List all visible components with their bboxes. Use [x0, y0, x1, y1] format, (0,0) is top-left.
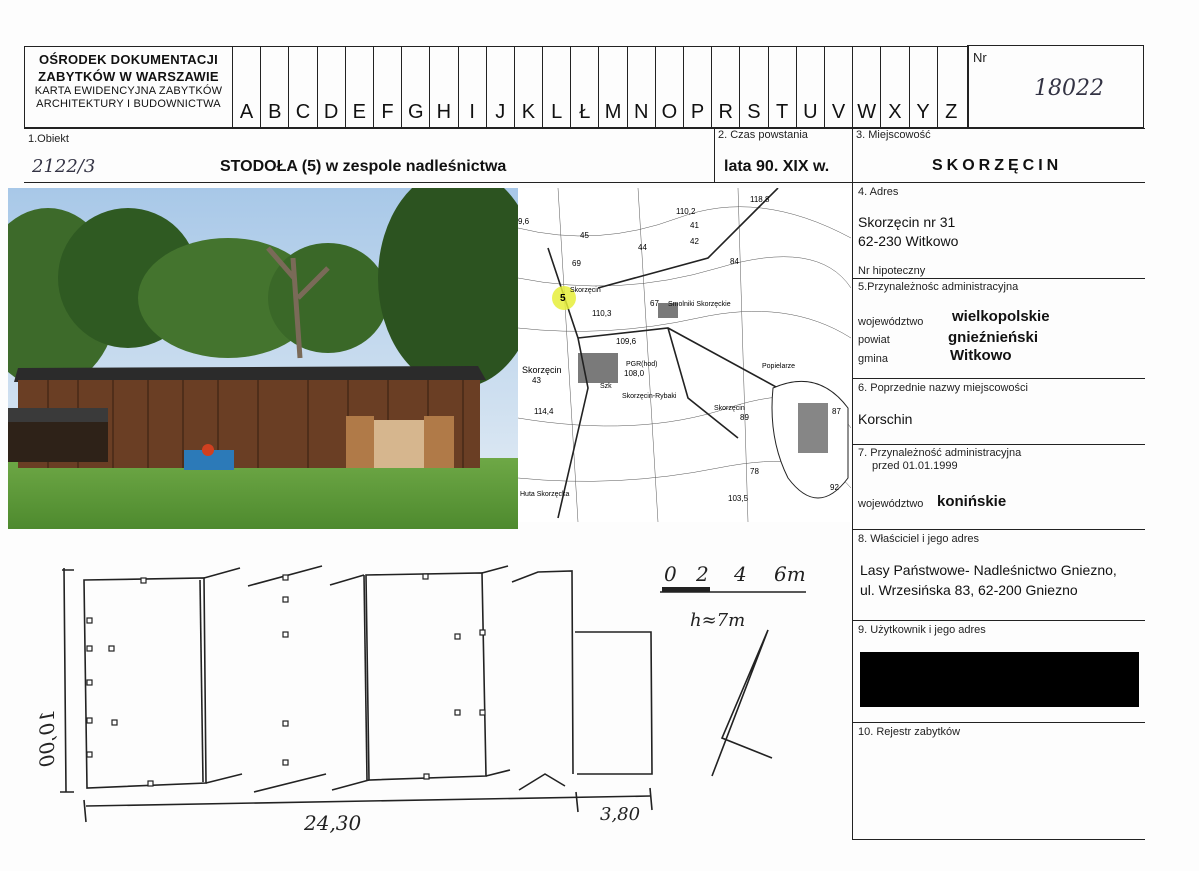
institution-line2: ZABYTKÓW W WARSZAWIE [38, 69, 219, 84]
wojewodztwo-label: województwo [858, 316, 924, 328]
letter-cell: J [486, 46, 514, 128]
letter-cell: R [711, 46, 739, 128]
letter-cell: U [796, 46, 824, 128]
czas-label: 2. Czas powstania [718, 129, 808, 141]
miejscowosc-value: SKORZĘCIN [932, 157, 1063, 174]
letter-cell: M [598, 46, 626, 128]
letter-cell: P [683, 46, 711, 128]
scale-4: 4 [734, 562, 747, 586]
poprzednie-value: Korschin [858, 411, 913, 427]
letter-cell: A [232, 46, 260, 128]
map-elev-17: 89 [740, 413, 749, 422]
map-label-popielarze: Popielarze [762, 363, 796, 370]
powiat-label: powiat [858, 334, 890, 346]
letter-cell: T [768, 46, 796, 128]
letter-cell: I [458, 46, 486, 128]
letter-cell: E [345, 46, 373, 128]
institution-line3: KARTA EWIDENCYJNA ZABYTKÓW [34, 85, 223, 97]
map-elev-14: 69 [572, 259, 581, 268]
letter-index [232, 46, 965, 128]
nr-value: 18022 [1034, 76, 1104, 101]
map-elev-15: 84 [730, 257, 739, 266]
map-elev-19: 87 [832, 407, 841, 416]
adres-line1: Skorzęcin nr 31 [858, 214, 956, 230]
letter-cell: O [655, 46, 683, 128]
height-note: h≈7m [690, 610, 746, 631]
rejestr-label: 10. Rejestr zabytków [858, 726, 961, 738]
letter-cell: F [373, 46, 401, 128]
nr-box [967, 45, 1144, 128]
map-elev-9: 42 [690, 237, 699, 246]
map-elev-6: 108,0 [624, 369, 645, 378]
adres-line2: 62-230 Witkowo [858, 233, 959, 249]
przed1999-label2: przed 01.01.1999 [872, 460, 958, 472]
dim-width: 24,30 [304, 811, 362, 835]
letter-cell: D [317, 46, 345, 128]
letter-cell: X [880, 46, 908, 128]
hipoteczny-label: Nr hipoteczny [858, 265, 926, 277]
map-label-szk: Szk [600, 383, 612, 390]
wlasciciel-label: 8. Właściciel i jego adres [858, 533, 980, 545]
map-elev-20: 9,6 [518, 217, 530, 226]
map-elev-12: 44 [638, 243, 647, 252]
nr-label: Nr [973, 50, 987, 65]
scale-6m: 6m [774, 562, 806, 586]
map-elev-5: 114,4 [534, 407, 554, 416]
map-elev-3: 103,5 [728, 494, 749, 503]
przed1999-wojewodztwo-value: konińskie [937, 493, 1007, 510]
letter-cell: Ł [570, 46, 598, 128]
letter-cell: G [401, 46, 429, 128]
location-map [518, 188, 851, 522]
floor-plan-sketch [0, 530, 852, 850]
scale-2: 2 [696, 562, 709, 586]
map-elev-7: 110,3 [592, 309, 612, 318]
obiekt-label: 1.Obiekt [28, 133, 69, 145]
map-label-skorzecin-top: Skorzęcin [570, 287, 601, 294]
dim-depth: 10,00 [35, 710, 59, 768]
map-label-smolniki: Smolniki Skorzęckie [668, 301, 731, 308]
letter-cell: V [824, 46, 852, 128]
dim-extra: 3,80 [600, 804, 641, 825]
map-label-skorzecin: Skorzęcin [522, 365, 562, 375]
map-elev-11: 45 [580, 231, 589, 240]
letter-cell: B [260, 46, 288, 128]
map-elev-4: 109,6 [616, 337, 637, 346]
miejscowosc-label: 3. Miejscowość [856, 129, 931, 141]
map-label-e8: 43 [532, 376, 541, 385]
map-elev-13: 67 [650, 299, 659, 308]
czas-value: lata 90. XIX w. [724, 158, 830, 175]
obiekt-value: STODOŁA (5) w zespole nadleśnictwa [220, 158, 507, 175]
wlasciciel-line2: ul. Wrzesińska 83, 62-200 Gniezno [860, 582, 1078, 598]
barn-photo [8, 188, 518, 529]
letter-cell: L [542, 46, 570, 128]
map-elev-16: 78 [750, 467, 759, 476]
letter-cell: W [852, 46, 880, 128]
institution-line4: ARCHITEKTURY I BUDOWNICTWA [36, 98, 221, 110]
map-label-huta: Huta Skorzęcka [520, 491, 570, 498]
przed1999-label1: 7. Przynależność administracyjna [858, 447, 1022, 459]
map-label-skorzecin-right: Skorzęcin [714, 405, 745, 412]
institution-line1: OŚRODEK DOKUMENTACJI [38, 52, 219, 67]
obiekt-code: 2122/3 [32, 156, 96, 177]
poprzednie-label: 6. Poprzednie nazwy miejscowości [858, 382, 1028, 394]
map-marker: 5 [560, 293, 566, 304]
letter-cell: Z [937, 46, 965, 128]
letter-cell: S [739, 46, 767, 128]
map-label-pgr: PGR(hod) [626, 361, 658, 368]
gmina-label: gmina [858, 353, 888, 365]
uzytkownik-label: 9. Użytkownik i jego adres [858, 624, 986, 636]
scale-0: 0 [664, 562, 677, 586]
map-elev-10: 41 [690, 221, 699, 230]
map-label-rybaki: Skorzęcin-Rybaki [622, 393, 677, 400]
letter-cell: Y [909, 46, 937, 128]
przynaleznosc-label: 5.Przynależnośc administracyjna [858, 281, 1019, 293]
gmina-value: Witkowo [950, 347, 1012, 364]
przed1999-wojewodztwo-label: województwo [858, 498, 924, 510]
institution-block [25, 48, 232, 111]
letter-cell: K [514, 46, 542, 128]
powiat-value: gnieźnieński [948, 329, 1039, 346]
letter-cell: H [429, 46, 457, 128]
wojewodztwo-value: wielkopolskie [952, 308, 1050, 325]
map-elev-1: 110,2 [676, 207, 696, 216]
letter-cell: N [627, 46, 655, 128]
letter-cell: C [288, 46, 316, 128]
map-elev-18: 92 [830, 483, 839, 492]
map-elev-2: 118,8 [750, 195, 770, 204]
redacted-block [860, 652, 1139, 707]
wlasciciel-line1: Lasy Państwowe- Nadleśnictwo Gniezno, [860, 562, 1117, 578]
adres-label: 4. Adres [858, 186, 899, 198]
